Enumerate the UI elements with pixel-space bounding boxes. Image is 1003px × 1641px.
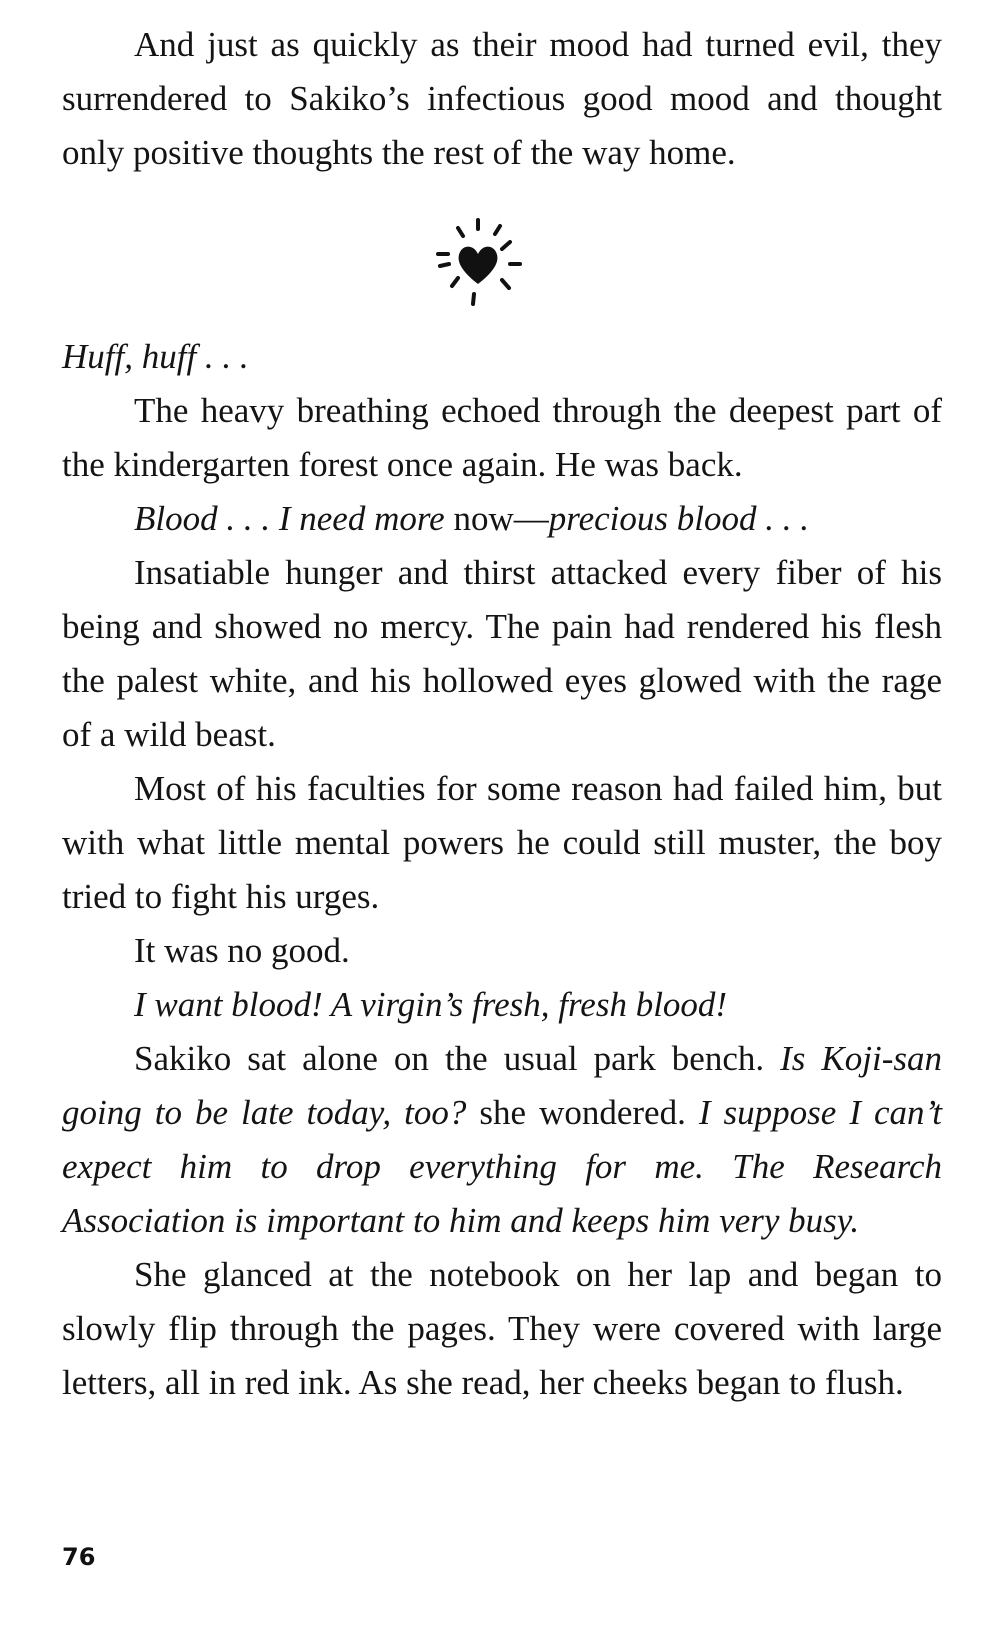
sakiko-wondered: she wondered.: [479, 1093, 686, 1132]
paragraph-journey-home: And just as quickly as their mood had turned evil, they surrendered to Sakiko’s infectious good mood and thought only positive thoughts the rest of the way home.: [62, 25, 942, 172]
text-block-main: [62, 330, 942, 1410]
blood-dash: —: [513, 499, 549, 538]
paragraph-no-good: It was no good.: [134, 931, 350, 970]
paragraph-faculties: Most of his faculties for some reason had failed him, but with what little mental powers he could still muster, the boy tried to fight his urges.: [62, 769, 942, 916]
blood-italic-end: precious blood . . .: [548, 499, 809, 538]
paragraph-blood: [62, 492, 942, 546]
paragraph-want-blood: I want blood! A virgin’s fresh, fresh blood!: [134, 985, 728, 1024]
paragraph-hunger: Insatiable hunger and thirst attacked every fiber of his being and showed no mercy. The pain had rendered his flesh the palest white, and his hollowed eyes glowed with the rage of a wild beast.: [62, 553, 942, 754]
blood-now: now: [453, 499, 514, 538]
paragraph-notebook: She glanced at the notebook on her lap and began to slowly flip through the pages. They were covered with large letters, all in red ink. As she read, her cheeks began to flush.: [62, 1255, 942, 1402]
paragraph-huff: Huff, huff . . .: [62, 337, 249, 376]
blood-italic-start: Blood . . . I need more: [134, 499, 445, 538]
sakiko-sentence-1: Sakiko sat alone on the usual park bench.: [134, 1039, 765, 1078]
page-number: 76: [62, 1543, 96, 1571]
heart-burst-icon: [430, 214, 526, 314]
text-block-top: [62, 18, 942, 180]
paragraph-sakiko: [62, 1032, 942, 1248]
sakiko-thought-1: Is Koji-san going to be late today, too?: [62, 1039, 942, 1132]
sakiko-thought-2: I suppose I can’t expect him to drop everything for me. The Research Association is important to him and keeps him very busy.: [62, 1093, 943, 1240]
paragraph-breathing: The heavy breathing echoed through the deepest part of the kindergarten forest once again. He was back.: [62, 391, 942, 484]
